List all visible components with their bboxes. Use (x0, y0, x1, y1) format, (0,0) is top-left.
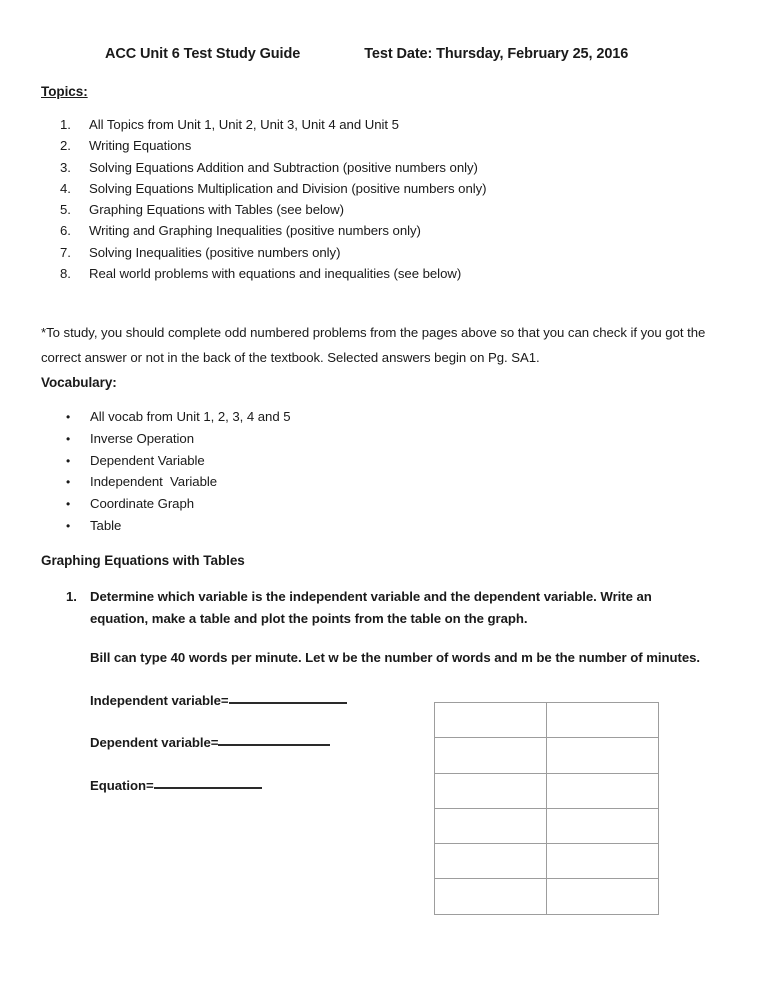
vocabulary-list (66, 409, 486, 540)
list-item (60, 245, 720, 266)
bullet-icon: • (66, 431, 71, 446)
list-item-label: All Topics from Unit 1, Unit 2, Unit 3, Unit 4 and Unit 5 (89, 117, 399, 132)
list-item (66, 431, 486, 453)
list-item-label: Table (90, 517, 122, 533)
equation-label: Equation= (90, 778, 154, 793)
page-title: ACC Unit 6 Test Study Guide (105, 46, 301, 62)
table-cell[interactable] (435, 844, 547, 879)
table-cell[interactable] (547, 738, 659, 773)
study-note-paragraph: *To study, you should complete odd numbered problems from the pages above so that you can check if you got the correct answer or not in the back of the textbook. Selected answers begin on Pg. SA1. (41, 325, 706, 365)
bullet-icon: • (66, 518, 71, 533)
list-item (66, 474, 486, 496)
bullet-icon: • (66, 475, 71, 490)
topics-heading: Topics: (41, 84, 88, 99)
table-cell[interactable] (435, 879, 547, 914)
table-row (435, 738, 659, 773)
list-item-label: Real world problems with equations and inequalities (see below) (89, 266, 462, 282)
problem-item (66, 586, 706, 630)
independent-variable-label: Independent variable= (90, 693, 229, 708)
list-item-marker: 8. (60, 266, 71, 282)
list-item-label: Graphing Equations with Tables (see below) (89, 202, 344, 218)
table-cell[interactable] (435, 703, 547, 738)
answer-table (434, 702, 659, 915)
list-item-label: Writing and Graphing Inequalities (positive numbers only) (89, 223, 421, 239)
bullet-icon: • (66, 453, 71, 468)
problem-row (66, 586, 706, 630)
list-item (60, 202, 720, 223)
table-row (435, 808, 659, 843)
list-item (60, 181, 720, 202)
table-row (435, 844, 659, 879)
bullet-icon: • (66, 497, 71, 512)
list-item (66, 518, 486, 540)
list-item-label: Independent Variable (90, 474, 218, 490)
table-cell[interactable] (547, 844, 659, 879)
dependent-variable-blank (90, 735, 330, 750)
table-row (435, 703, 659, 738)
list-item (60, 117, 720, 138)
list-item-label: Solving Equations Addition and Subtraction (positive numbers only) (89, 159, 478, 175)
answer-table-body (435, 703, 659, 915)
list-item-marker: 3. (60, 159, 71, 175)
problem-marker: 1. (66, 589, 77, 604)
bullet-icon: • (66, 410, 71, 424)
test-date: Test Date: Thursday, February 25, 2016 (364, 46, 629, 62)
table-cell[interactable] (547, 808, 659, 843)
list-item-label: Solving Equations Multiplication and Division (positive numbers only) (89, 180, 487, 196)
list-item (60, 223, 720, 244)
list-item (66, 496, 486, 518)
dependent-variable-label: Dependent variable= (90, 735, 219, 750)
table-cell[interactable] (547, 703, 659, 738)
list-item-label: Coordinate Graph (90, 496, 195, 512)
answer-rule[interactable] (154, 787, 262, 789)
list-item-label: Inverse Operation (90, 430, 194, 446)
list-item-marker: 7. (60, 244, 71, 260)
list-item-marker: 6. (60, 223, 71, 239)
list-item (60, 266, 720, 287)
list-item-marker: 1. (60, 117, 71, 132)
document-title-row (105, 46, 725, 68)
answer-rule[interactable] (229, 702, 347, 704)
graphing-section-heading: Graphing Equations with Tables (41, 553, 245, 568)
topics-list (60, 117, 720, 287)
table-cell[interactable] (435, 738, 547, 773)
list-item (60, 138, 720, 159)
list-item (66, 409, 486, 431)
answer-rule[interactable] (218, 744, 330, 746)
list-item-marker: 2. (60, 138, 71, 154)
table-cell[interactable] (547, 879, 659, 914)
table-cell[interactable] (547, 773, 659, 808)
vocabulary-heading: Vocabulary: (41, 375, 117, 390)
list-item-label: Writing Equations (89, 138, 192, 154)
table-row (435, 773, 659, 808)
equation-blank (90, 778, 262, 793)
list-item-label: Solving Inequalities (positive numbers only) (89, 244, 341, 260)
list-item (66, 453, 486, 475)
list-item-marker: 5. (60, 202, 71, 218)
table-cell[interactable] (435, 808, 547, 843)
independent-variable-blank (90, 693, 347, 708)
list-item (60, 160, 720, 181)
list-item-marker: 4. (60, 180, 71, 196)
table-row (435, 879, 659, 914)
list-item-label: All vocab from Unit 1, 2, 3, 4 and 5 (90, 409, 291, 424)
problem-context: Bill can type 40 words per minute. Let w be the number of words and m be the number of minutes. (90, 650, 701, 665)
table-cell[interactable] (435, 773, 547, 808)
problem-instruction: Determine which variable is the independent variable and the dependent variable. Write an equation, make a table and plot the points from the table on the graph. (90, 589, 652, 626)
list-item-label: Dependent Variable (90, 452, 205, 468)
